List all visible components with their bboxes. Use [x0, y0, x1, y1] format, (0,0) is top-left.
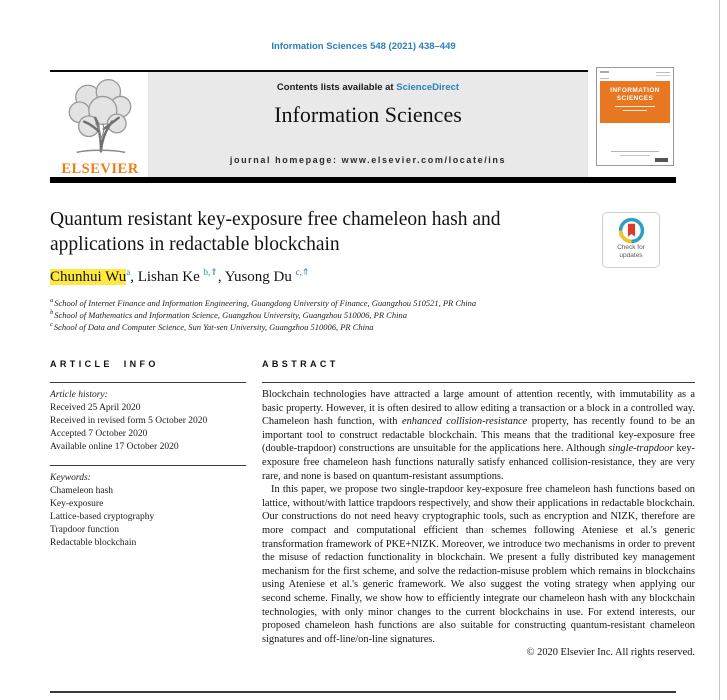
keyword-item: Lattice-based cryptography: [50, 512, 155, 522]
crossmark-label-line1: Check for: [617, 244, 645, 251]
article-title: Quantum resistant key-exposure free chameleon hash and applications in redactable blockchain: [50, 209, 501, 255]
article-info-header: ARTICLE INFO: [50, 359, 159, 369]
author-affil-sup: b,⇑: [203, 267, 218, 277]
journal-banner: [148, 72, 588, 177]
author-separator: ,: [130, 269, 138, 285]
journal-cover-thumbnail[interactable]: [596, 67, 674, 166]
affiliation-text: School of Mathematics and Information Science, Guangzhou University, Guangzhou 510006, PR China: [54, 309, 407, 320]
affiliation-sup: b: [50, 308, 54, 316]
author-name: Yusong Du: [224, 269, 292, 285]
elsevier-logo: [54, 75, 146, 177]
cover-title: INFORMATION SCIENCES: [610, 87, 660, 102]
keyword-item: Chameleon hash: [50, 486, 114, 496]
author-affil-sup: c,⇑: [295, 267, 310, 277]
author-line: [50, 269, 309, 286]
article-history-label: Article history:: [50, 390, 108, 400]
masthead: [50, 70, 676, 185]
history-item: Received in revised form 5 October 2020: [50, 416, 208, 426]
crossmark-badge[interactable]: [602, 212, 660, 268]
affiliation-line: [50, 298, 476, 310]
cover-subtitle-line2: [623, 110, 647, 111]
author-name: Lishan Ke: [137, 269, 200, 285]
history-item: Available online 17 October 2020: [50, 442, 179, 452]
affiliation-line: [50, 310, 476, 322]
keywords-rule: [50, 465, 246, 466]
cover-logo-mark: [600, 71, 609, 79]
abstract-paragraph-2: In this paper, we propose two single-trapdoor key-exposure free chameleon hash functions based on lattice, without/with lattice trapdoors respectively, and show their applications in redactable blockchain. Our constructions do not need heavy cryptographic tools, such as encryption and NIZK, therefore are more compact and computational efficient than schemes following Ateniese et al.'s generic transformation framework of PKE+NIZK. Moreover, we introduce two mechanisms in order to prevent the misuse of redaction functionality in blockchain. We present a fully distributed key management mechanism for the first scheme, and solve the redaction-misuse problem which remains in blockchains using Ateniese et al.'s generic framework. We also suggest the voting strategy when applying our second scheme. Finally, we show how to efficiently integrate our chameleon hash with any blockchain technologies, with only minor changes to the current blockchains in use. For extend interests, our proposed chameleon hash functions are also suitable for constructing quantum-resistant chameleon signatures and off-line/on-line signatures.: [262, 484, 695, 645]
affiliation-line: [50, 322, 476, 334]
cover-orange-panel: [600, 81, 670, 123]
abstract-paragraph-1: Blockchain technologies have attracted a large amount of attention recently, with immutability as a basic property. However, it is often desired to allow editing a transaction or a block in a controlled way. Chameleon hash function, with enhanced collision-resistance property, has recently found to be an important tool to construct redactable blockchain. This means that the traditional key-exposure free (double-trapdoor) constructions are unsuitable for the applications here. Although single-trapdoor key-exposure free chameleon hash functions naturally satisfy enhanced collision-resistance, they are very rare, and none is based on quantum-resistant assumptions.: [262, 389, 696, 482]
author-separator: ,: [217, 269, 225, 285]
affiliation-text: School of Data and Computer Science, Sun Yat-sen University, Guangzhou 510006, PR China: [53, 321, 374, 332]
keyword-item: Redactable blockchain: [50, 538, 137, 548]
cover-footer-line2: [620, 155, 650, 156]
affiliation-sup: c: [50, 320, 53, 328]
journal-homepage-link[interactable]: journal homepage: www.elsevier.com/locate/ins: [229, 155, 507, 165]
affiliations: [50, 298, 476, 333]
crossmark-label-line2: updates: [619, 251, 643, 259]
page-edge-divider: [719, 0, 720, 700]
masthead-bottom-rule: [50, 177, 676, 183]
elsevier-wordmark: ELSEVIER: [61, 161, 139, 177]
keyword-item: Key-exposure: [50, 499, 104, 509]
crossmark-icon: [618, 217, 645, 244]
article-info-column: [50, 359, 246, 550]
abstract-column: [262, 359, 695, 660]
article-info-rule: [50, 382, 246, 383]
journal-title: Information Sciences: [274, 102, 462, 127]
abstract-header: ABSTRACT: [262, 359, 339, 369]
elsevier-tree-icon: [58, 75, 142, 157]
contents-line: [148, 82, 588, 93]
affiliation-sup: a: [50, 297, 54, 305]
copyright-line: © 2020 Elsevier Inc. All rights reserved.: [526, 647, 695, 659]
author-name-highlighted: Chunhui Wu: [50, 269, 127, 285]
affiliation-text: School of Internet Finance and Information Engineering, Guangdong University of Finance, Guangzhou 510521, PR China: [54, 298, 477, 308]
contents-line-text: Contents lists available at: [276, 82, 397, 93]
cover-footer-line: [611, 151, 658, 152]
author-affil-sup: a: [126, 267, 131, 277]
abstract-rule: [262, 382, 695, 383]
history-item: Accepted 7 October 2020: [50, 429, 148, 439]
keyword-item: Trapdoor function: [50, 525, 120, 535]
sciencedirect-link[interactable]: ScienceDirect: [396, 82, 460, 93]
footer-rule: [50, 691, 676, 693]
citation-link[interactable]: Information Sciences 548 (2021) 438–449: [271, 41, 456, 52]
cover-barcode: [655, 158, 668, 162]
history-item: Received 25 April 2020: [50, 403, 141, 413]
cover-issue-mark: [656, 72, 670, 76]
cover-subtitle-line: [615, 106, 656, 107]
keywords-label: Keywords:: [50, 473, 91, 483]
